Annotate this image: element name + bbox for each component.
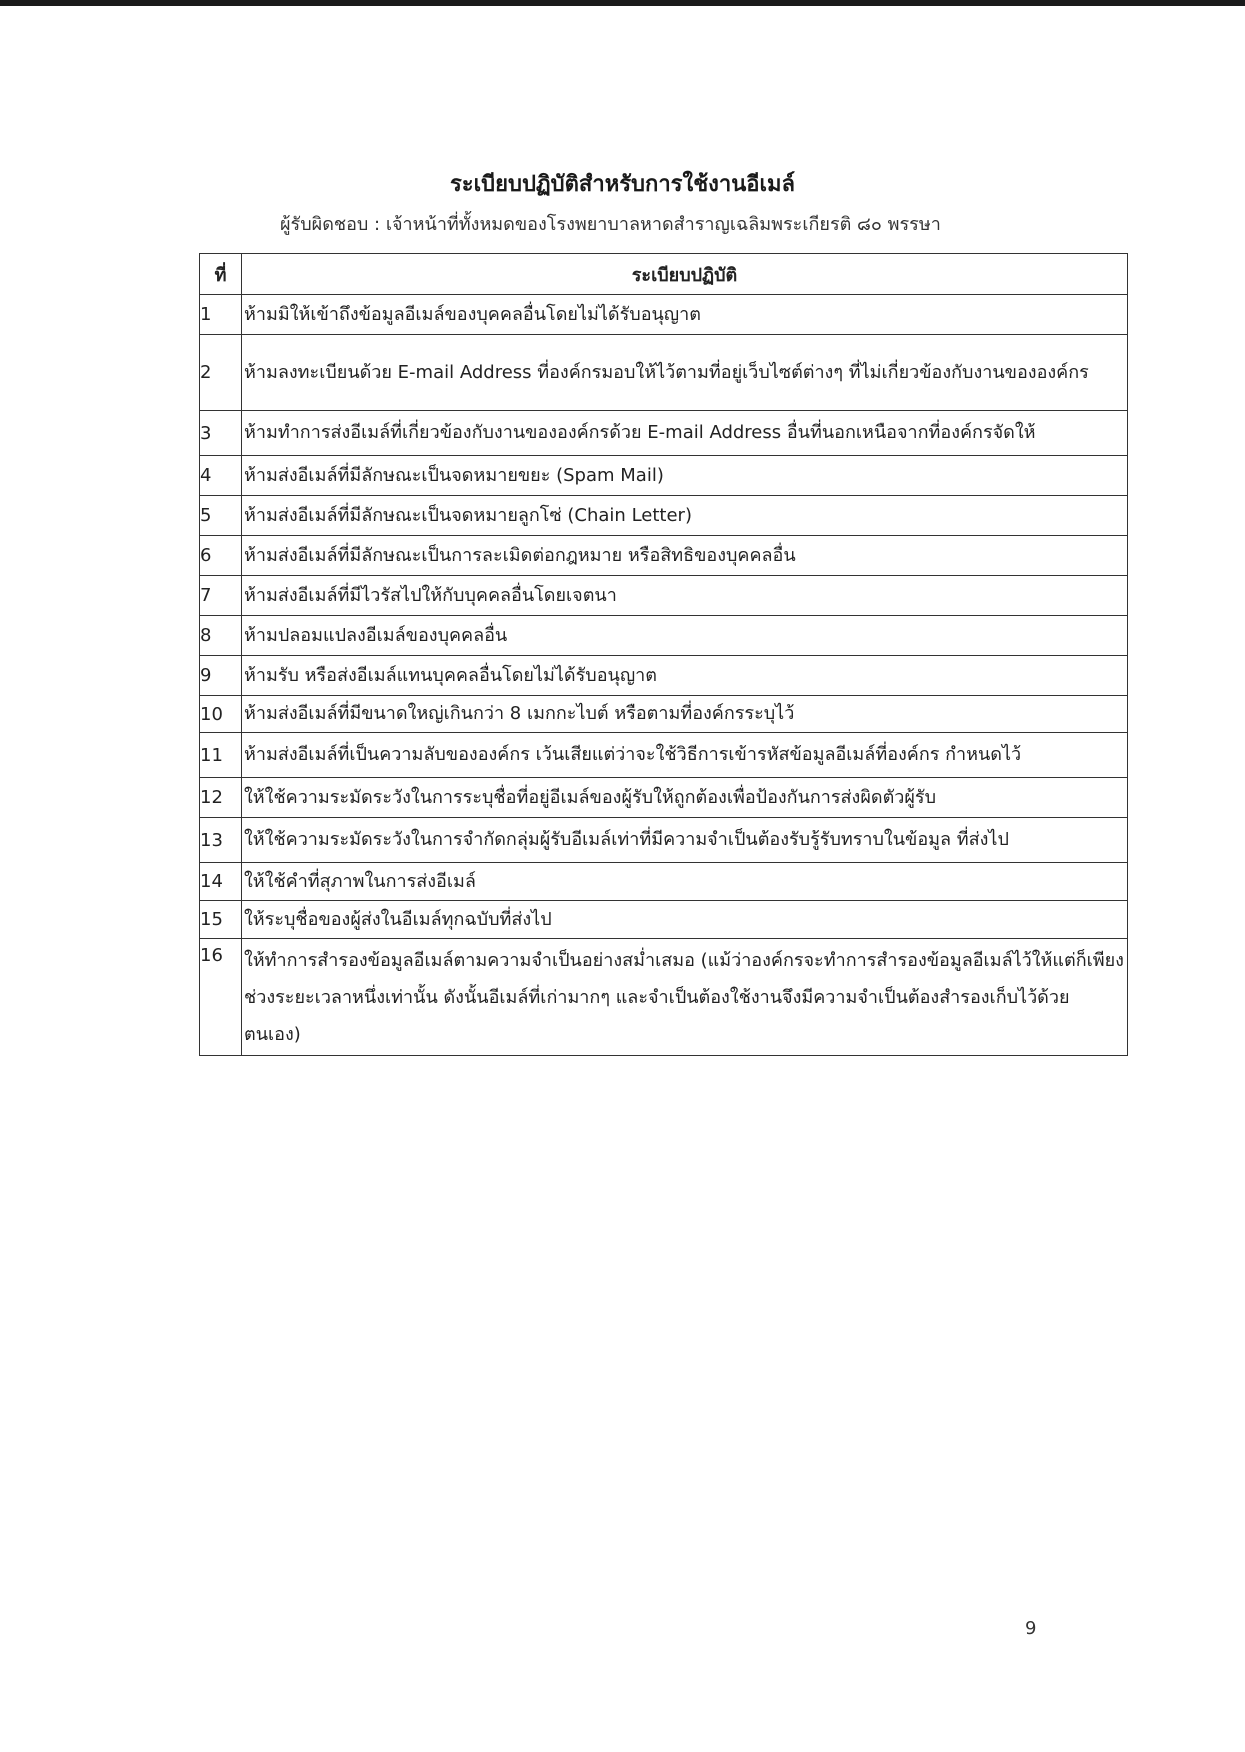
row-text: ห้ามส่งอีเมล์ที่มีลักษณะเป็นจดหมายขยะ (Spam Mail) [242, 456, 1128, 496]
table-row [200, 863, 1128, 901]
row-text: ให้ทำการสำรองข้อมูลอีเมล์ตามความจำเป็นอย่างสม่ำเสมอ (แม้ว่าองค์กรจะทำการสำรองข้อมูลอีเมล์ไว้ให้แต่ก็เพียงช่วงระยะเวลาหนึ่งเท่านั้น ดังนั้นอีเมล์ที่เก่ามากๆ และจำเป็นต้องใช้งานจึงมีความจำเป็นต้องสำรองเก็บไว้ด้วยตนเอง) [242, 939, 1128, 1056]
row-text: ห้ามส่งอีเมล์ที่มีลักษณะเป็นจดหมายลูกโซ่ (Chain Letter) [242, 496, 1128, 536]
row-text: ให้ใช้ความระมัดระวังในการระบุชื่อที่อยู่อีเมล์ของผู้รับให้ถูกต้องเพื่อป้องกันการส่งผิดตัวผู้รับ [242, 778, 1128, 818]
table-row [200, 733, 1128, 778]
row-text: ห้ามส่งอีเมล์ที่มีลักษณะเป็นการละเมิดต่อกฎหมาย หรือสิทธิของบุคคลอื่น [242, 536, 1128, 576]
table-row [200, 496, 1128, 536]
rules-table [199, 253, 1128, 1056]
row-text: ให้ใช้คำที่สุภาพในการส่งอีเมล์ [242, 863, 1128, 901]
row-number: 15 [200, 901, 242, 939]
row-text: ห้ามส่งอีเมล์ที่มีขนาดใหญ่เกินกว่า 8 เมกกะไบต์ หรือตามที่องค์กรระบุไว้ [242, 696, 1128, 733]
row-number: 6 [200, 536, 242, 576]
row-number: 13 [200, 818, 242, 863]
row-number: 2 [200, 335, 242, 411]
header-num: ที่ [200, 254, 242, 295]
page-number: 9 [1025, 1618, 1037, 1639]
document-title: ระเบียบปฏิบัติสำหรับการใช้งานอีเมล์ [449, 172, 796, 197]
row-number: 16 [200, 939, 242, 1056]
row-text: ห้ามลงทะเบียนด้วย E-mail Address ที่องค์กรมอบให้ไว้ตามที่อยู่เว็บไซต์ต่างๆ ที่ไม่เกี่ยวข้องกับงานขององค์กร [242, 335, 1128, 411]
row-number: 5 [200, 496, 242, 536]
row-number: 12 [200, 778, 242, 818]
responsible-line: ผู้รับผิดชอบ : เจ้าหน้าที่ทั้งหมดของโรงพยาบาลหาดสำราญเฉลิมพระเกียรติ ๘๐ พรรษา [280, 214, 941, 235]
table-row [200, 295, 1128, 335]
table-row [200, 778, 1128, 818]
row-number: 8 [200, 616, 242, 656]
table-row [200, 536, 1128, 576]
table-row [200, 696, 1128, 733]
header-rule: ระเบียบปฏิบัติ [242, 254, 1128, 295]
row-number: 10 [200, 696, 242, 733]
table-row [200, 576, 1128, 616]
row-number: 7 [200, 576, 242, 616]
row-number: 3 [200, 411, 242, 456]
scan-top-edge [0, 0, 1245, 6]
row-number: 14 [200, 863, 242, 901]
row-number: 11 [200, 733, 242, 778]
table-row [200, 939, 1128, 1056]
row-text: ให้ระบุชื่อของผู้ส่งในอีเมล์ทุกฉบับที่ส่งไป [242, 901, 1128, 939]
row-text: ห้ามมิให้เข้าถึงข้อมูลอีเมล์ของบุคคลอื่นโดยไม่ได้รับอนุญาต [242, 295, 1128, 335]
row-number: 1 [200, 295, 242, 335]
table-row [200, 901, 1128, 939]
table-row [200, 411, 1128, 456]
row-text: ห้ามทำการส่งอีเมล์ที่เกี่ยวข้องกับงานขององค์กรด้วย E-mail Address อื่นที่นอกเหนือจากที่องค์กรจัดให้ [242, 411, 1128, 456]
table-header-row [200, 254, 1128, 295]
table-row [200, 335, 1128, 411]
row-text: ห้ามส่งอีเมล์ที่มีไวรัสไปให้กับบุคคลอื่นโดยเจตนา [242, 576, 1128, 616]
row-text: ให้ใช้ความระมัดระวังในการจำกัดกลุ่มผู้รับอีเมล์เท่าที่มีความจำเป็นต้องรับรู้รับทราบในข้อมูล ที่ส่งไป [242, 818, 1128, 863]
row-text: ห้ามส่งอีเมล์ที่เป็นความลับขององค์กร เว้นเสียแต่ว่าจะใช้วิธีการเข้ารหัสข้อมูลอีเมล์ที่องค์กร กำหนดไว้ [242, 733, 1128, 778]
table-row [200, 818, 1128, 863]
table-row [200, 456, 1128, 496]
row-text: ห้ามรับ หรือส่งอีเมล์แทนบุคคลอื่นโดยไม่ได้รับอนุญาต [242, 656, 1128, 696]
table-row [200, 656, 1128, 696]
row-number: 9 [200, 656, 242, 696]
row-number: 4 [200, 456, 242, 496]
table-row [200, 616, 1128, 656]
row-text: ห้ามปลอมแปลงอีเมล์ของบุคคลอื่น [242, 616, 1128, 656]
